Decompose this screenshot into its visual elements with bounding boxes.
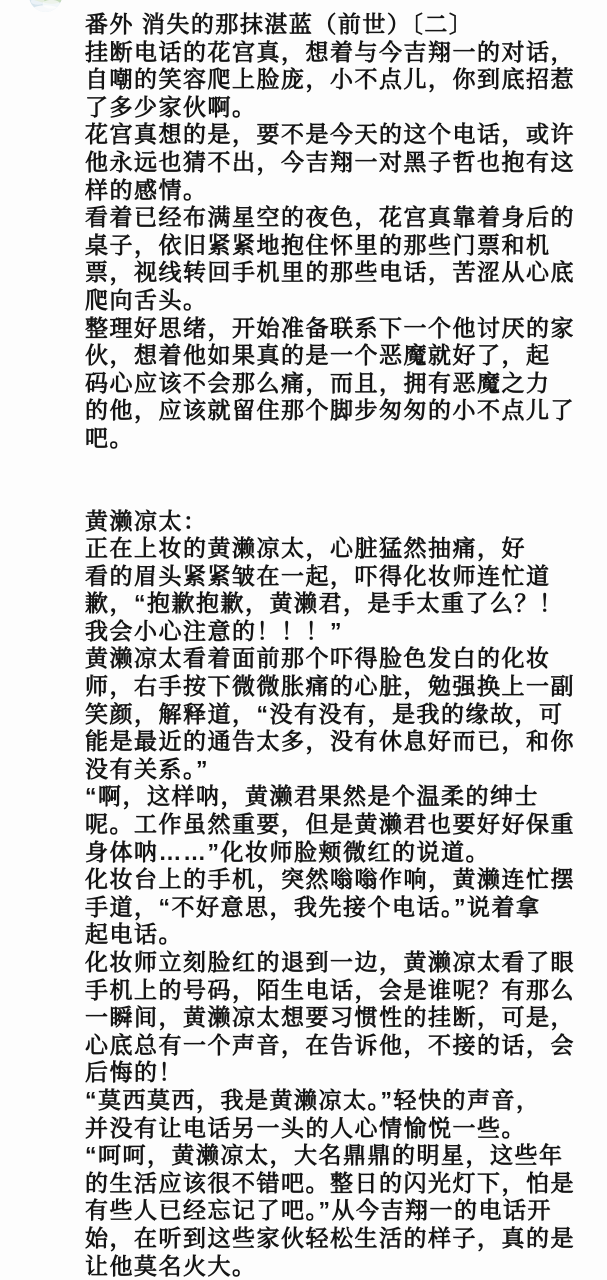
text-line: 有些人已经忘记了吧。”从今吉翔一的电话开 bbox=[85, 1197, 552, 1224]
text-line: 并没有让电话另一头的人心情愉悦一些。 bbox=[85, 1114, 526, 1141]
text-line: 能是最近的通告太多，没有休息好而已，和你 bbox=[85, 728, 575, 755]
text-line: 化妆师立刻脸红的退到一边，黄濑凉太看了眼 bbox=[85, 949, 575, 975]
text-line: 正在上妆的黄濑凉太，心脏猛然抽痛，好 bbox=[85, 535, 526, 562]
text-line: 的他，应该就留住那个脚步匆匆的小不点儿了 bbox=[85, 397, 575, 424]
text-line: 番外 消失的那抹湛蓝（前世）〔二〕 bbox=[85, 11, 474, 37]
text-line: 笑颜，解释道，“没有没有，是我的缘故，可 bbox=[85, 700, 564, 727]
story-text bbox=[85, 11, 597, 1280]
section-kise bbox=[85, 508, 597, 1280]
text-line: 码心应该不会那么痛，而且，拥有恶魔之力 bbox=[85, 369, 551, 396]
text-line: 师，右手按下微微胀痛的心脏，勉强换上一副 bbox=[85, 673, 575, 700]
text-line: 让他莫名火大。 bbox=[85, 1252, 257, 1279]
text-line: 心底总有一个声音，在告诉他，不接的话，会 bbox=[85, 1031, 575, 1058]
text-line: 看的眉头紧紧皱在一起，吓得化妆师连忙道 bbox=[85, 562, 551, 589]
text-line: 后悔的！ bbox=[85, 1059, 183, 1086]
text-line: 我会小心注意的！！！” bbox=[85, 617, 343, 644]
text-line: “啊，这样呐，黄濑君果然是个温柔的绅士 bbox=[85, 783, 539, 810]
text-line: 手机上的号码，陌生电话，会是谁呢？有那么 bbox=[85, 976, 575, 1003]
text-line: 他永远也猜不出，今吉翔一对黑子哲也抱有这 bbox=[85, 148, 575, 175]
text-line: 呢。工作虽然重要，但是黄濑君也要好好保重 bbox=[85, 811, 575, 838]
text-line: 歉，“抱歉抱歉，黄濑君，是手太重了么？！ bbox=[85, 590, 564, 617]
text-line: 化妆台上的手机，突然嗡嗡作响，黄濑连忙摆 bbox=[85, 866, 575, 893]
text-line: 一瞬间，黄濑凉太想要习惯性的挂断，可是， bbox=[85, 1004, 575, 1031]
text-line: 手道，“不好意思，我先接个电话。”说着拿 bbox=[85, 893, 541, 920]
text-line: 桌子，依旧紧紧地抱住怀里的那些门票和机 bbox=[85, 231, 551, 258]
text-line: 自嘲的笑容爬上脸庞，小不点儿，你到底招惹 bbox=[85, 66, 575, 93]
text-line: 的生活应该很不错吧。整日的闪光灯下，怕是 bbox=[85, 1169, 575, 1196]
text-line: “呵呵，黄濑凉太，大名鼎鼎的明星，这些年 bbox=[85, 1142, 564, 1169]
text-line: “莫西莫西，我是黄濑凉太。”轻快的声音， bbox=[85, 1086, 541, 1113]
text-line: 起电话。 bbox=[85, 921, 183, 948]
text-line: 爬向舌头。 bbox=[85, 286, 208, 313]
text-line: 身体呐……”化妆师脸颊微红的说道。 bbox=[85, 838, 490, 865]
earth-globe-icon bbox=[28, 0, 63, 13]
text-line: 始，在听到这些家伙轻松生活的样子，真的是 bbox=[85, 1224, 575, 1251]
text-line: 票，视线转回手机里的那些电话，苦涩从心底 bbox=[85, 259, 575, 286]
text-line: 了多少家伙啊。 bbox=[85, 93, 257, 120]
text-line: 没有关系。” bbox=[85, 755, 209, 782]
text-line: 黄濑凉太： bbox=[85, 507, 208, 534]
text-line: 黄濑凉太看着面前那个吓得脸色发白的化妆 bbox=[85, 645, 551, 672]
text-line: 伙，想着他如果真的是一个恶魔就好了，起 bbox=[85, 342, 551, 369]
text-line: 挂断电话的花宫真，想着与今吉翔一的对话， bbox=[85, 38, 575, 65]
text-line: 整理好思绪，开始准备联系下一个他讨厌的家 bbox=[85, 314, 575, 341]
section-hanamiya bbox=[85, 11, 597, 453]
text-line: 吧。 bbox=[85, 424, 134, 451]
text-line: 看着已经布满星空的夜色，花宫真靠着身后的 bbox=[85, 204, 575, 231]
text-line: 样的感情。 bbox=[85, 176, 208, 203]
text-line: 花宫真想的是，要不是今天的这个电话，或许 bbox=[85, 121, 575, 148]
